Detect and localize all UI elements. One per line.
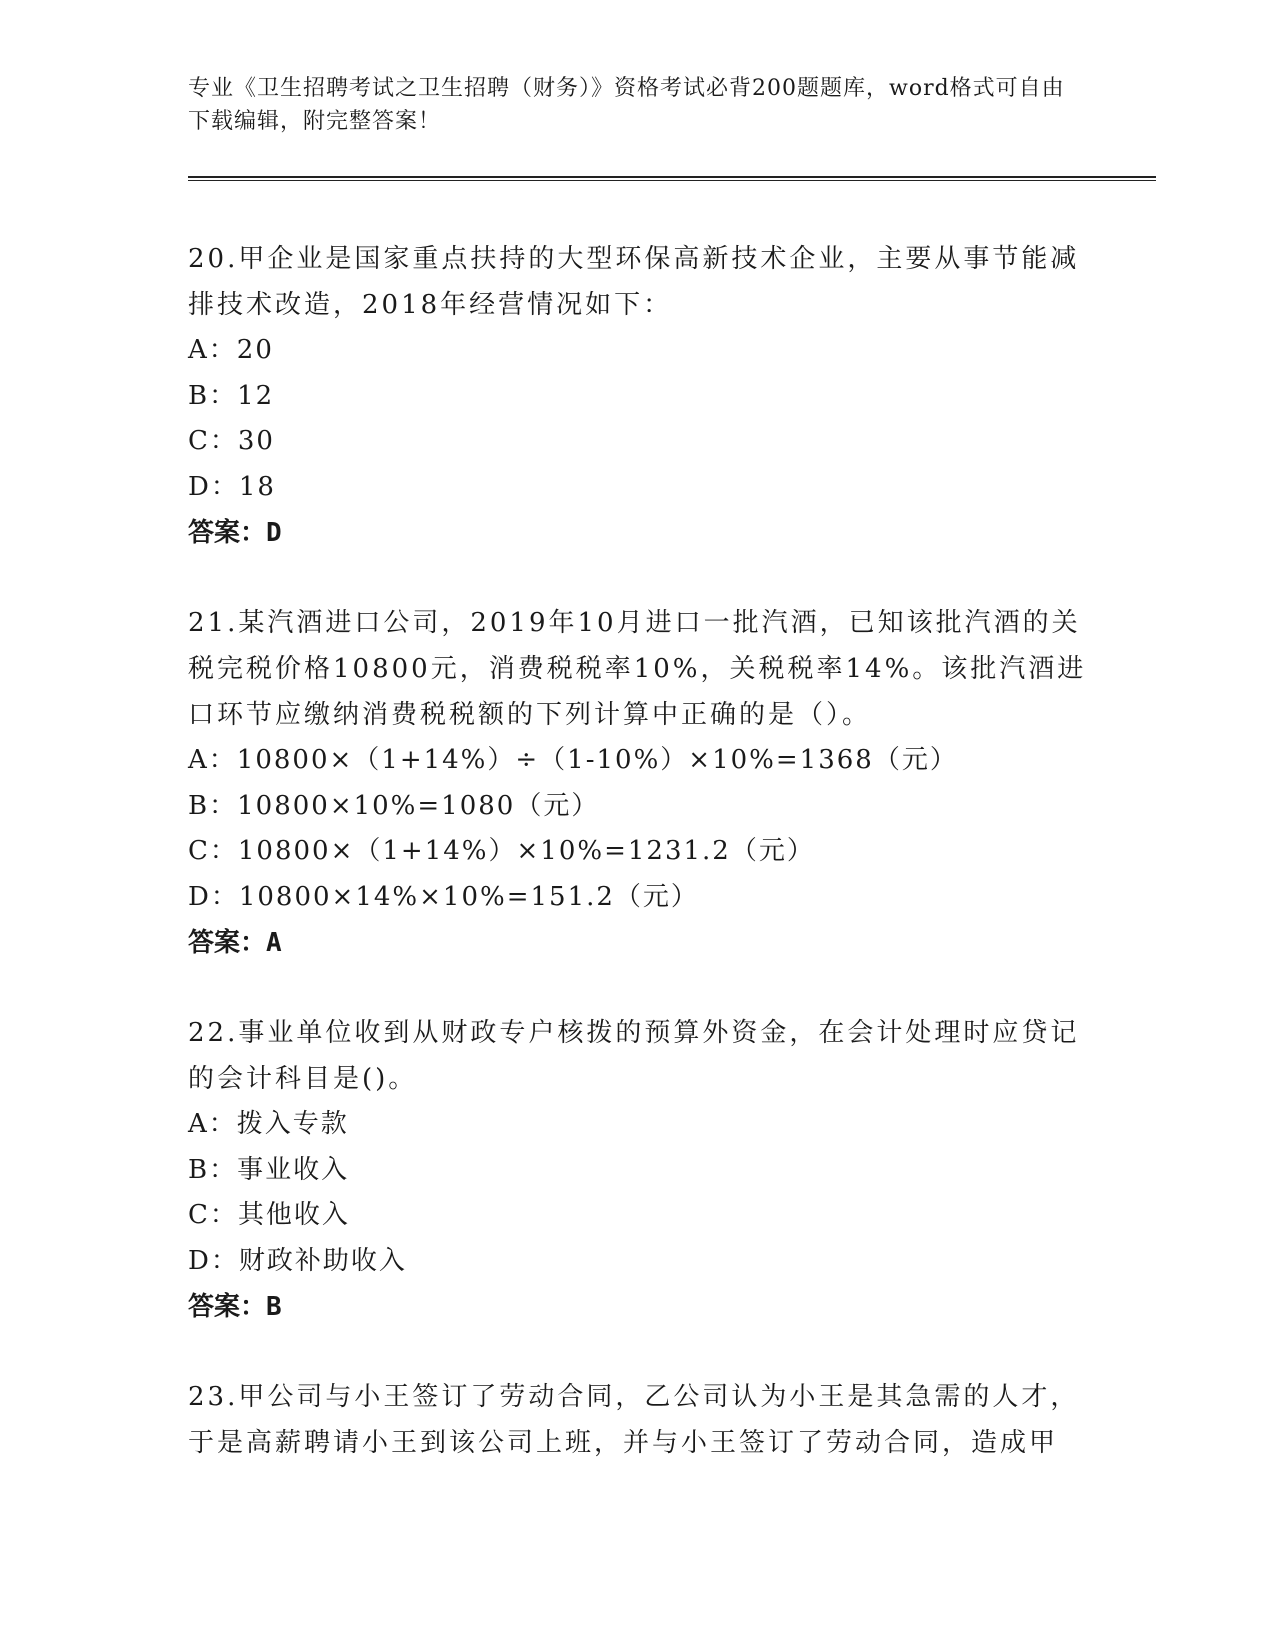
option-c: C：10800×（1+14%）×10%=1231.2（元） <box>188 836 815 866</box>
answer-label: 答案： <box>188 928 267 958</box>
option-a: A：10800×（1+14%）÷（1-10%）×10%=1368（元） <box>188 745 958 775</box>
option-c: C：30 <box>188 426 275 456</box>
option-d: D：财政补助收入 <box>188 1245 407 1276</box>
question-list <box>188 236 1088 1510</box>
header-divider <box>188 176 1156 181</box>
option-b: B：10800×10%=1080（元） <box>188 790 600 821</box>
question-stem: 23.甲公司与小王签订了劳动合同，乙公司认为小王是其急需的人才，于是高薪聘请小王到该公司上班，并与小王签订了劳动合同，造成甲 <box>188 1382 1080 1458</box>
header-title: 专业《卫生招聘考试之卫生招聘（财务）》资格考试必背200题题库，word格式可自由下载编辑，附完整答案！ <box>188 76 1065 134</box>
question-20 <box>188 236 1088 556</box>
answer-line <box>188 1284 1088 1330</box>
answer-value: A <box>266 928 282 958</box>
question-stem: 20.甲企业是国家重点扶持的大型环保高新技术企业，主要从事节能减排技术改造，2018年经营情况如下： <box>188 244 1080 320</box>
answer-value: D <box>266 518 282 548</box>
answer-label: 答案： <box>188 518 267 548</box>
option-b: B：12 <box>188 380 275 411</box>
question-23 <box>188 1374 1088 1466</box>
option-d: D：10800×14%×10%=151.2（元） <box>188 881 699 912</box>
option-a: A：拨入专款 <box>188 1109 349 1139</box>
question-stem: 22.事业单位收到从财政专户核拨的预算外资金，在会计处理时应贷记的会计科目是()。 <box>188 1018 1080 1094</box>
page-header <box>188 72 1068 138</box>
option-b: B：事业收入 <box>188 1154 350 1185</box>
answer-line <box>188 920 1088 966</box>
option-c: C：其他收入 <box>188 1200 350 1230</box>
answer-label: 答案： <box>188 1292 267 1322</box>
question-stem: 21.某汽酒进口公司，2019年10月进口一批汽酒，已知该批汽酒的关税完税价格10800元，消费税税率10%，关税税率14%。该批汽酒进口环节应缴纳消费税税额的下列计算中正确的是（）。 <box>188 608 1087 730</box>
option-d: D：18 <box>188 471 276 502</box>
question-21 <box>188 600 1088 966</box>
question-22 <box>188 1010 1088 1330</box>
answer-value: B <box>266 1292 282 1322</box>
option-a: A：20 <box>188 335 274 365</box>
answer-line <box>188 510 1088 556</box>
